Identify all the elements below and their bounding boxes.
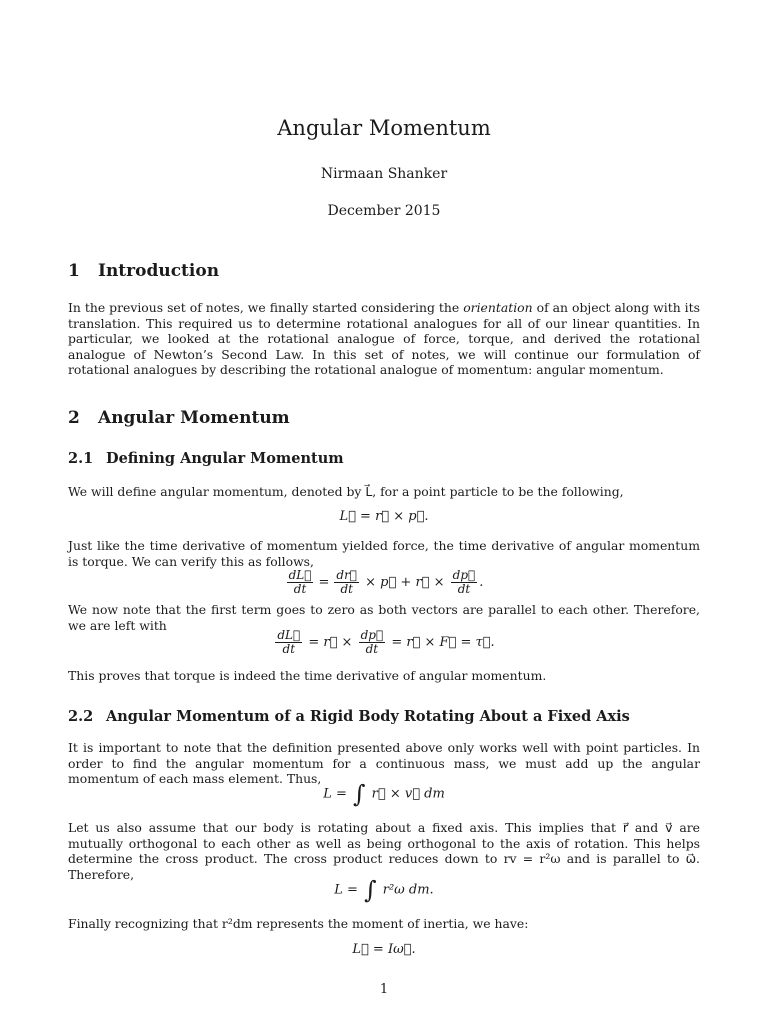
equation-term: = r⃗ × [308, 635, 353, 650]
paragraph-first-term: We now note that the first term goes to zero as both vectors are parallel to each other. Therefore, we are left with [68, 602, 700, 633]
equation-integral-inertia [0, 876, 768, 904]
section-heading-angular-momentum [68, 408, 290, 428]
equation-definition: L⃗ = r⃗ × p⃗. [339, 509, 429, 524]
equation-torque [0, 629, 768, 656]
fraction: $\frac{dp⃗}{dt}$ [360, 628, 384, 656]
equation-term: r⃗ × v⃗ dm [371, 786, 445, 802]
subsection-number: 2.1 [68, 450, 94, 467]
section-title: Angular Momentum [98, 408, 290, 428]
fraction: $\frac{dr⃗}{dt}$ [336, 568, 358, 596]
paragraph-proof: This proves that torque is indeed the time derivative of angular momentum. [68, 668, 547, 683]
text-run: of an object along with its translation. This required us to determine rotational analogues for all of our linear quantities. In particular, we looked at the rotational analogue of force, torque, and derived the rotational analogue of Newton’s Second Law. In this set of notes, we will continue our formulation of rotational analogues by describing the rotational analogue of momentum: angular momentum. [68, 300, 700, 377]
author: Nirmaan Shanker [320, 166, 448, 182]
page-number: 1 [379, 982, 389, 997]
equation-term: L = [334, 882, 358, 898]
paragraph-continuous-mass: It is important to note that the definition presented above only works well with point particles. In order to find the angular momentum for a continuous mass, we must add up the angular momentum of each mass element. Thus, [68, 740, 700, 786]
fraction: $\frac{dp⃗}{dt}$ [452, 568, 476, 596]
equation-term: = r⃗ × F⃗ = τ⃗. [391, 635, 495, 650]
paper-title: Angular Momentum [277, 116, 491, 140]
subsection-heading-defining [68, 450, 344, 467]
integral-sign: ∫ [364, 876, 377, 904]
fraction: $\frac{dL⃗}{dt}$ [277, 628, 301, 656]
equation-term: r²ω dm. [382, 882, 434, 898]
equation-term: × p⃗ + r⃗ × [365, 575, 445, 590]
equation-term: L = [323, 786, 347, 802]
date: December 2015 [327, 203, 441, 219]
subsection-heading-rigid-body [68, 708, 630, 725]
fraction: $\frac{dL⃗}{dt}$ [288, 568, 312, 596]
paragraph-definition: We will define angular momentum, denoted by L⃗, for a point particle to be the following, [68, 484, 624, 499]
equation-angular-momentum: L⃗ = Iω⃗. [352, 942, 416, 957]
paragraph-moment-of-inertia: Finally recognizing that r²dm represents the moment of inertia, we have: [68, 916, 529, 931]
section-title: Introduction [98, 261, 220, 281]
paragraph-fixed-axis: Let us also assume that our body is rotating about a fixed axis. This implies that r⃗ and v⃗ are mutually orthogonal to each other as well as being orthogonal to the axis of rotation. This helps determine the cross product. The cross product reduces down to rv = r²ω and is parallel to ω⃗. Therefore, [68, 820, 700, 882]
integral-sign: ∫ [353, 780, 366, 808]
equation-integral-cross [0, 780, 768, 808]
text-run: In the previous set of notes, we finally started considering the [68, 300, 460, 315]
equation-derivative: $\frac{dL⃗}{dt}$ = $\frac{dr⃗}{dt}$ × p⃗ + r⃗ × $\frac{dp⃗}{dt}$ . [288, 568, 484, 596]
section-number: 1 [68, 261, 80, 281]
paragraph-introduction [68, 300, 700, 378]
subsection-number: 2.2 [68, 708, 94, 725]
section-number: 2 [68, 408, 80, 428]
emphasis-text: orientation [463, 300, 533, 315]
subsection-title: Angular Momentum of a Rigid Body Rotating About a Fixed Axis [106, 708, 630, 725]
subsection-title: Defining Angular Momentum [106, 450, 344, 467]
paragraph-time-derivative: Just like the time derivative of momentum yielded force, the time derivative of angular momentum is torque. We can verify this as follows, [68, 538, 700, 569]
section-heading-introduction [68, 261, 219, 281]
